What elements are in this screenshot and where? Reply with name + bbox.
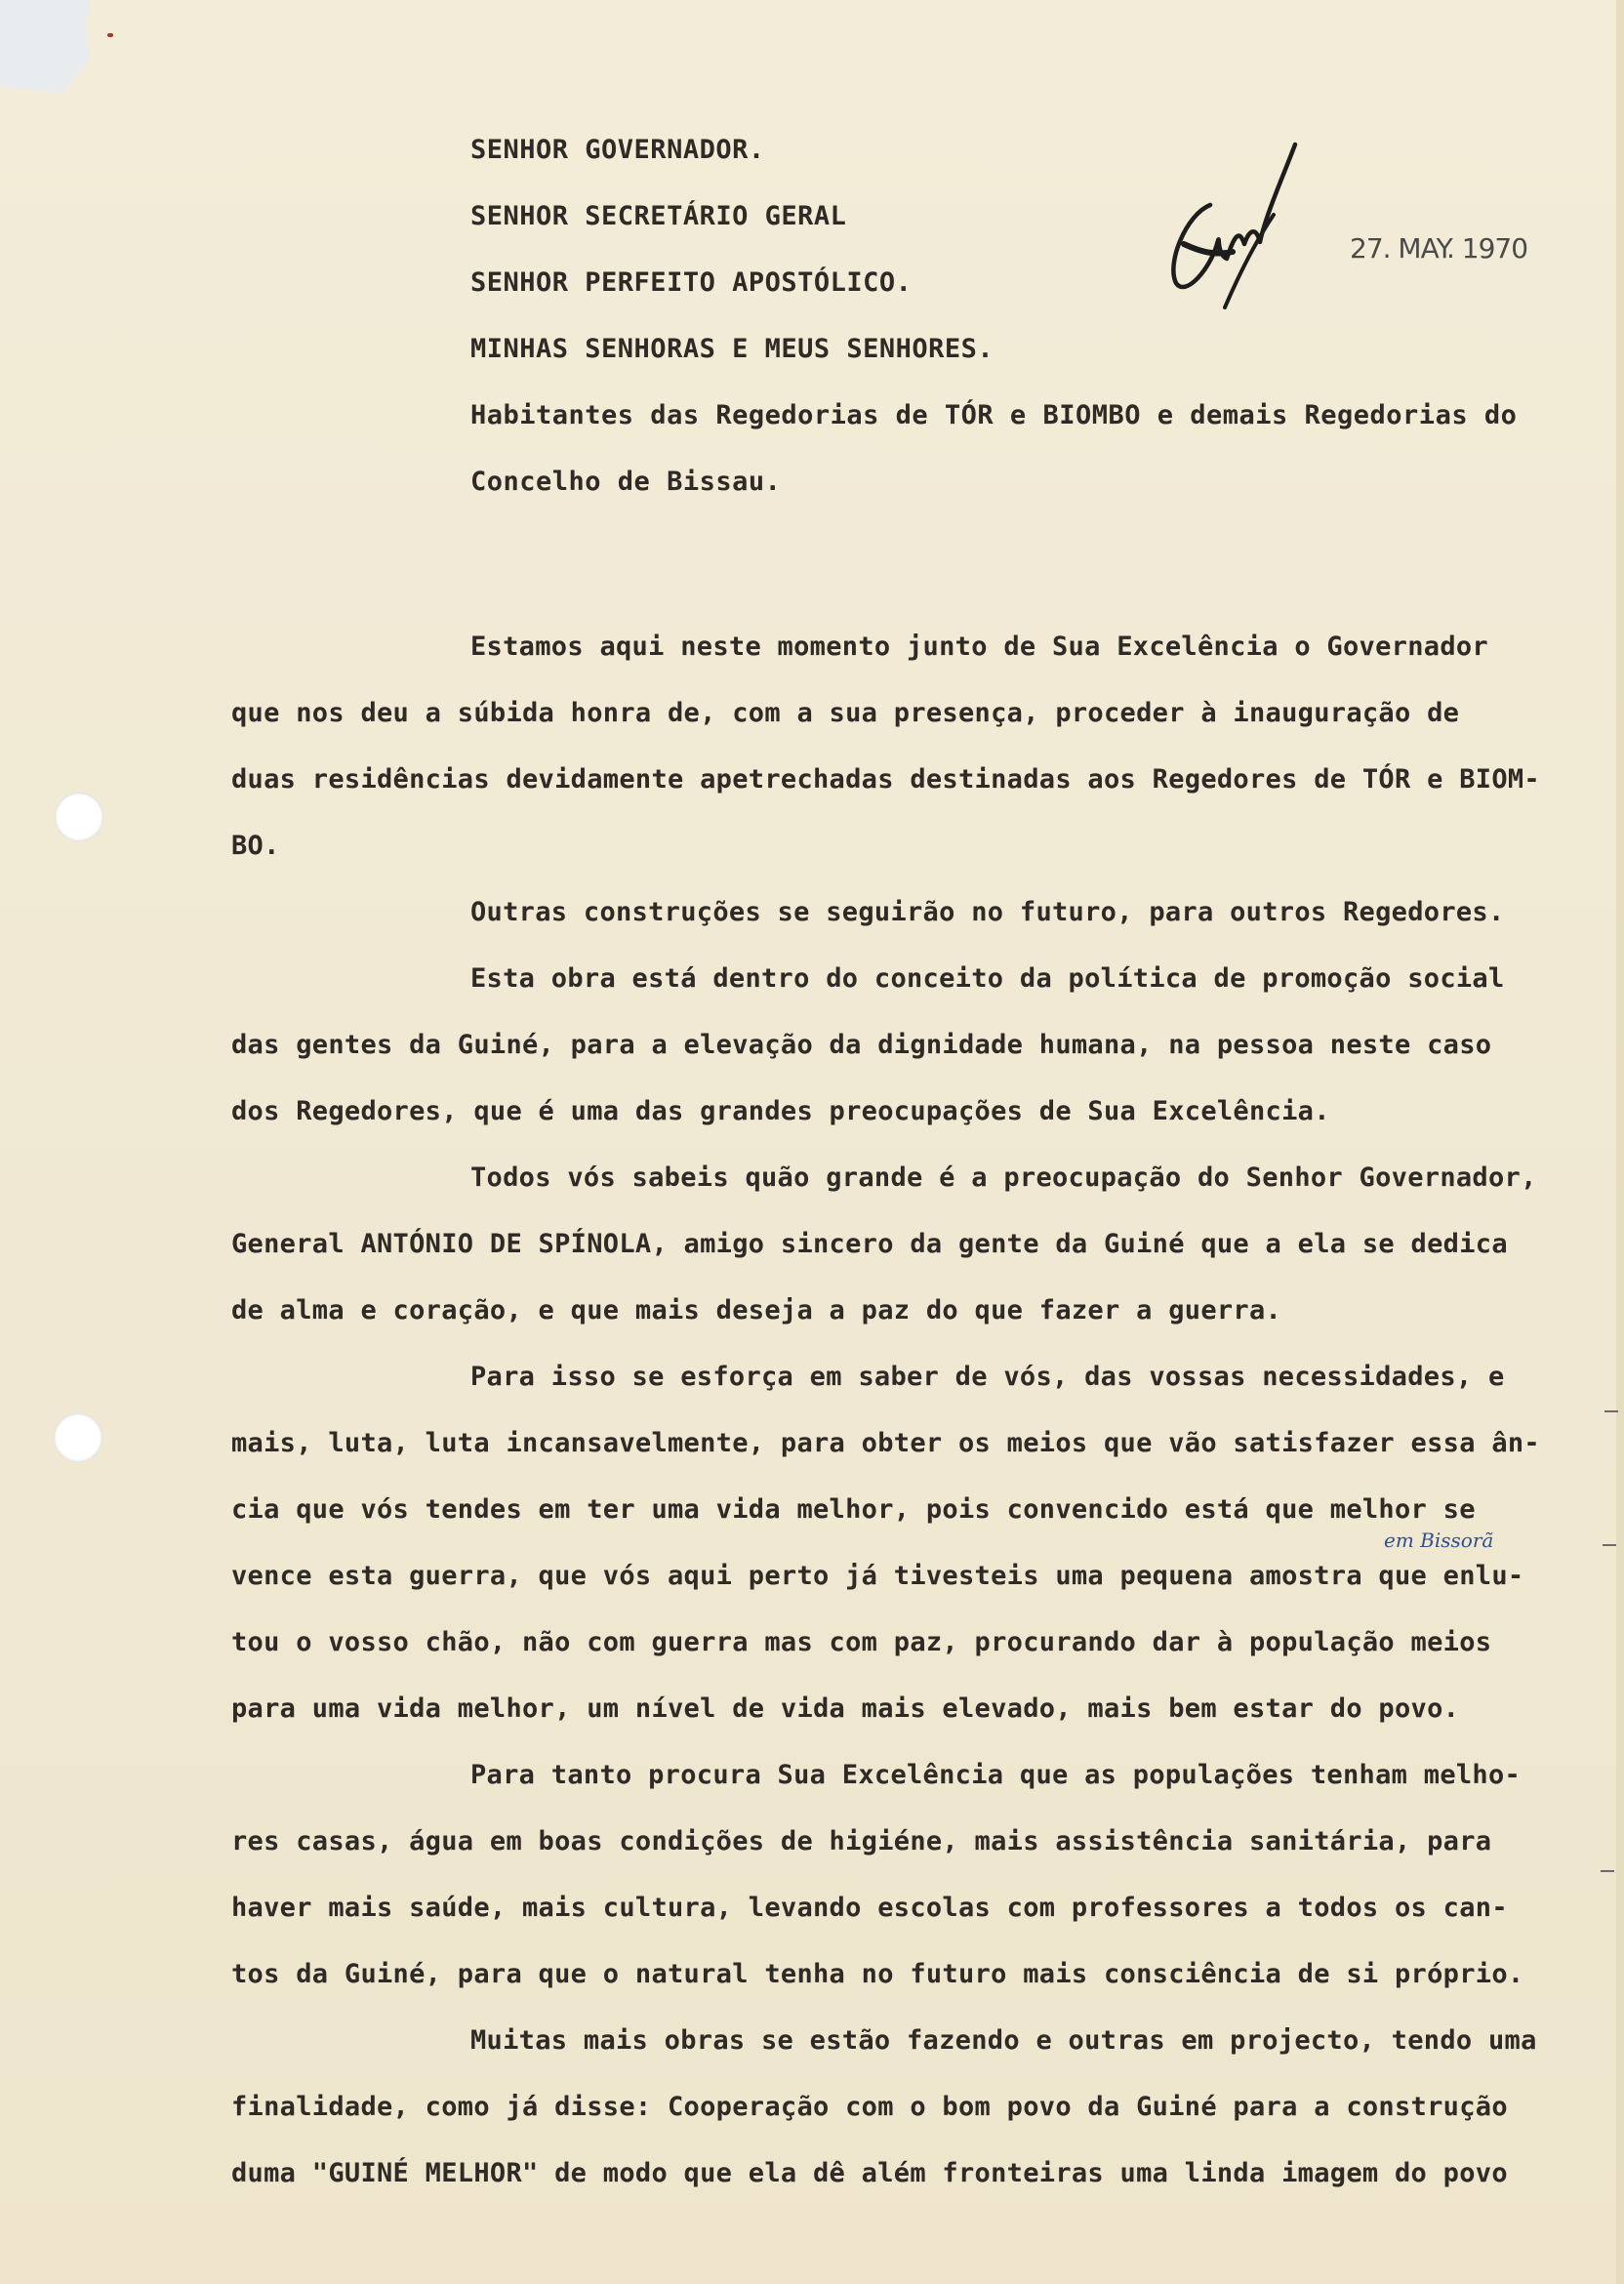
punch-hole xyxy=(54,1413,102,1462)
margin-tick xyxy=(1604,1410,1618,1412)
handwritten-signature-icon xyxy=(1157,137,1303,322)
text-line: haver mais saúde, mais cultura, levando escolas com professores a todos os can- xyxy=(231,1893,1508,1923)
text-line: das gentes da Guiné, para a elevação da dignidade humana, na pessoa neste caso xyxy=(231,1030,1492,1060)
text-line: mais, luta, luta incansavelmente, para obter os meios que vão satisfazer essa ân- xyxy=(231,1428,1540,1458)
page-edge xyxy=(1616,0,1624,2284)
text-line: tos da Guiné, para que o natural tenha no futuro mais consciência de si próprio. xyxy=(231,1959,1524,1989)
text-line: BO. xyxy=(231,831,280,861)
text-line: duma "GUINÉ MELHOR" de modo que ela dê além fronteiras uma linda imagem do povo xyxy=(231,2158,1508,2188)
text-line: finalidade, como já disse: Cooperação com o bom povo da Guiné para a construção xyxy=(231,2092,1508,2122)
torn-corner xyxy=(0,0,90,94)
text-line: para uma vida melhor, um nível de vida mais elevado, mais bem estar do povo. xyxy=(231,1693,1460,1724)
text-line: Outras construções se seguirão no futuro, para outros Regedores. xyxy=(470,897,1505,927)
text-line: Esta obra está dentro do conceito da política de promoção social xyxy=(470,963,1505,994)
margin-tick xyxy=(1601,1870,1614,1872)
punch-hole xyxy=(55,793,103,841)
text-line: Muitas mais obras se estão fazendo e outras em projecto, tendo uma xyxy=(470,2025,1537,2056)
text-line: duas residências devidamente apetrechadas destinadas aos Regedores de TÓR e BIOM- xyxy=(231,764,1540,795)
salutation-line: SENHOR GOVERNADOR. xyxy=(470,135,765,165)
text-line: que nos deu a súbida honra de, com a sua presença, proceder à inauguração de xyxy=(231,698,1460,728)
text-line: Todos vós sabeis quão grande é a preocupação do Senhor Governador, xyxy=(470,1162,1537,1193)
text-line: Para isso se esforça em saber de vós, das vossas necessidades, e xyxy=(470,1362,1505,1392)
salutation-line: SENHOR PERFEITO APOSTÓLICO. xyxy=(470,267,913,298)
text-line: Estamos aqui neste momento junto de Sua Excelência o Governador xyxy=(470,632,1488,662)
ink-speck xyxy=(107,33,113,37)
handwritten-insert: em Bissorã xyxy=(1384,1529,1494,1552)
salutation-line: MINHAS SENHORAS E MEUS SENHORES. xyxy=(470,334,995,364)
salutation-line: SENHOR SECRETÁRIO GERAL xyxy=(470,201,847,231)
text-line: cia que vós tendes em ter uma vida melhor, pois convencido está que melhor se xyxy=(231,1494,1476,1525)
salutation-line: Habitantes das Regedorias de TÓR e BIOMBO e demais Regedorias do xyxy=(470,400,1518,430)
text-line: Para tanto procura Sua Excelência que as populações tenham melho- xyxy=(470,1760,1522,1790)
text-line: dos Regedores, que é uma das grandes preocupações de Sua Excelência. xyxy=(231,1096,1330,1126)
text-line: de alma e coração, e que mais deseja a paz do que fazer a guerra. xyxy=(231,1295,1282,1326)
salutation-line: Concelho de Bissau. xyxy=(470,467,782,497)
salutation-block xyxy=(470,133,1517,531)
margin-tick xyxy=(1603,1544,1616,1546)
text-line: tou o vosso chão, não com guerra mas com paz, procurando dar à população meios xyxy=(231,1627,1492,1657)
date-stamp: 27. MAY. 1970 xyxy=(1350,232,1528,265)
letter-body xyxy=(231,630,1568,2223)
text-line: vence esta guerra, que vós aqui perto já tivesteis uma pequena amostra que enlu- xyxy=(231,1561,1524,1591)
text-line: General ANTÓNIO DE SPÍNOLA, amigo sincero da gente da Guiné que a ela se dedica xyxy=(231,1229,1508,1259)
text-line: res casas, água em boas condições de higiéne, mais assistência sanitária, para xyxy=(231,1826,1492,1856)
